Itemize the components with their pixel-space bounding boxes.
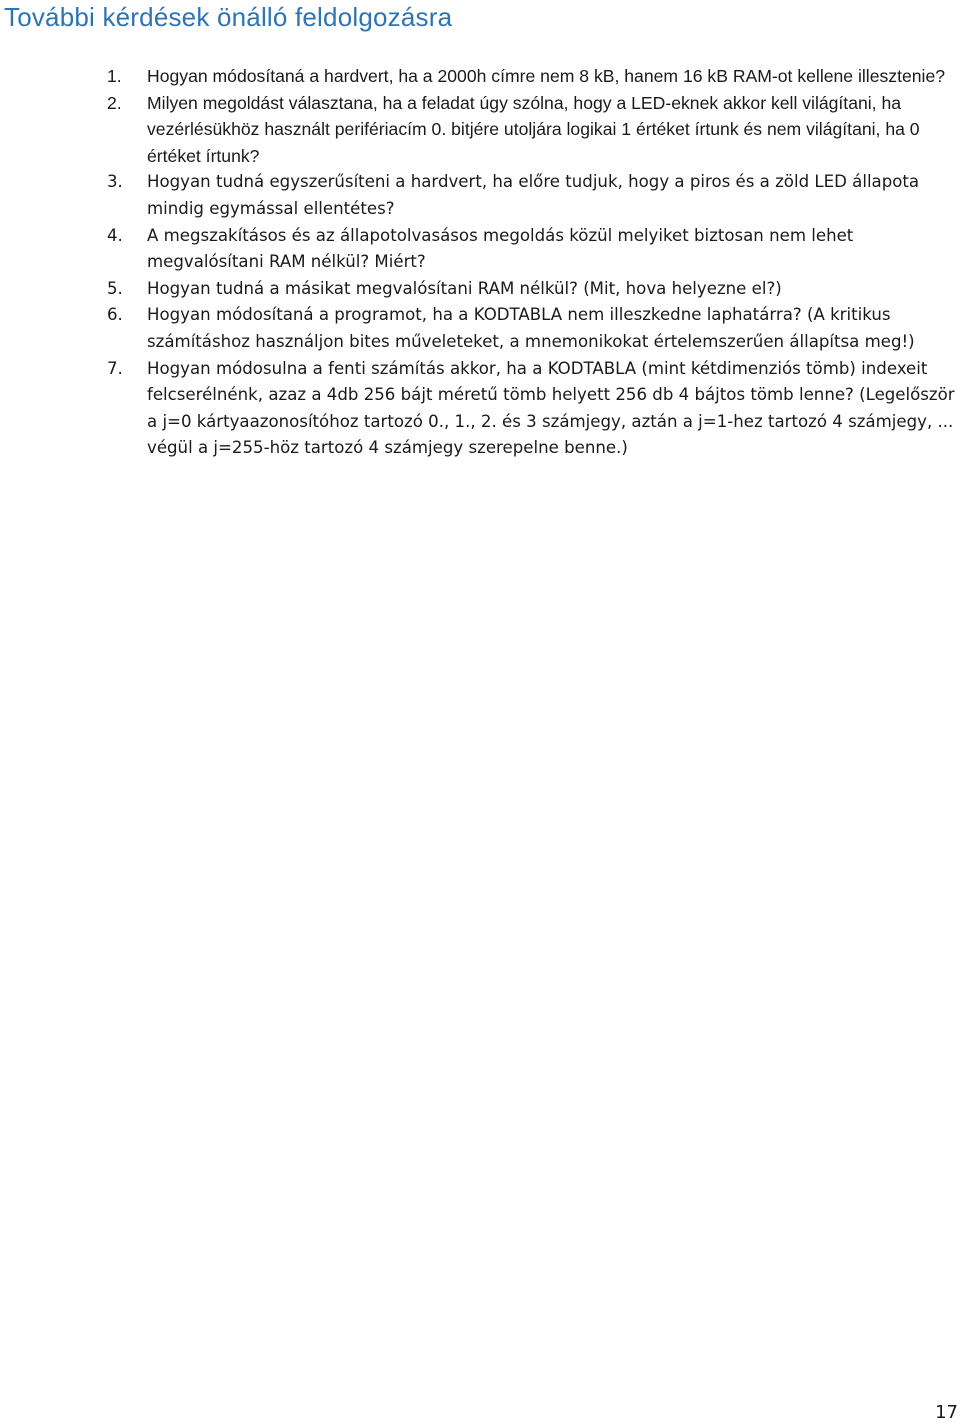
question-text: Milyen megoldást választana, ha a feladat úgy szólna, hogy a LED-eknek akkor kell világítani, ha vezérlésükhöz használt perifériacím 0. bitjére utoljára logikai 1 értéket írtunk és nem világítani, ha 0 értéket írtunk?: [147, 92, 920, 166]
list-item: [107, 90, 959, 170]
page-title: További kérdések önálló feldolgozásra: [4, 2, 453, 32]
question-text: A megszakításos és az állapotolvasásos megoldás közül melyiket biztosan nem lehet megvalósítani RAM nélkül? Miért?: [147, 225, 854, 272]
question-list: [107, 63, 959, 462]
list-item: [107, 276, 959, 303]
question-text: Hogyan tudná egyszerűsíteni a hardvert, ha előre tudjuk, hogy a piros és a zöld LED állapota mindig egymással ellentétes?: [147, 172, 920, 218]
question-text: Hogyan tudná a másikat megvalósítani RAM nélkül? (Mit, hova helyezne el?): [147, 278, 782, 298]
question-number: 6.: [107, 305, 123, 325]
list-item: [107, 169, 959, 222]
question-text: Hogyan módosítaná a programot, ha a KODTABLA nem illeszkedne laphatárra? (A kritikus számításhoz használjon bites műveleteket, a mnemonikokat értelemszerűen állapítsa meg!): [147, 305, 915, 351]
list-item: [107, 356, 959, 462]
question-number: 2.: [107, 92, 122, 113]
question-number: 1.: [107, 66, 122, 86]
question-text: Hogyan módosulna a fenti számítás akkor, ha a KODTABLA (mint kétdimenziós tömb) indexeit felcserélnénk, azaz a 4db 256 bájt méretű tömb helyett 256 db 4 bájtos tömb lenne? (Legelőször a j=0 kártyaazonosítóhoz tartozó 0., 1., 2. és 3 számjegy, aztán a j=1-hez tartozó 4 számjegy, ... végül a j=255-höz tartozó 4 számjegy szerepelne benne.): [147, 358, 955, 458]
question-text: Hogyan módosítaná a hardvert, ha a 2000h címre nem 8 kB, hanem 16 kB RAM-ot kellene illesztenie?: [147, 66, 946, 86]
list-item: [107, 223, 959, 276]
page-number: 17: [935, 1402, 958, 1423]
question-number: 4.: [107, 225, 123, 245]
question-number: 3.: [107, 172, 123, 192]
list-item: [107, 302, 959, 355]
question-number: 7.: [107, 358, 123, 378]
list-item: [107, 63, 959, 90]
question-number: 5.: [107, 278, 123, 298]
